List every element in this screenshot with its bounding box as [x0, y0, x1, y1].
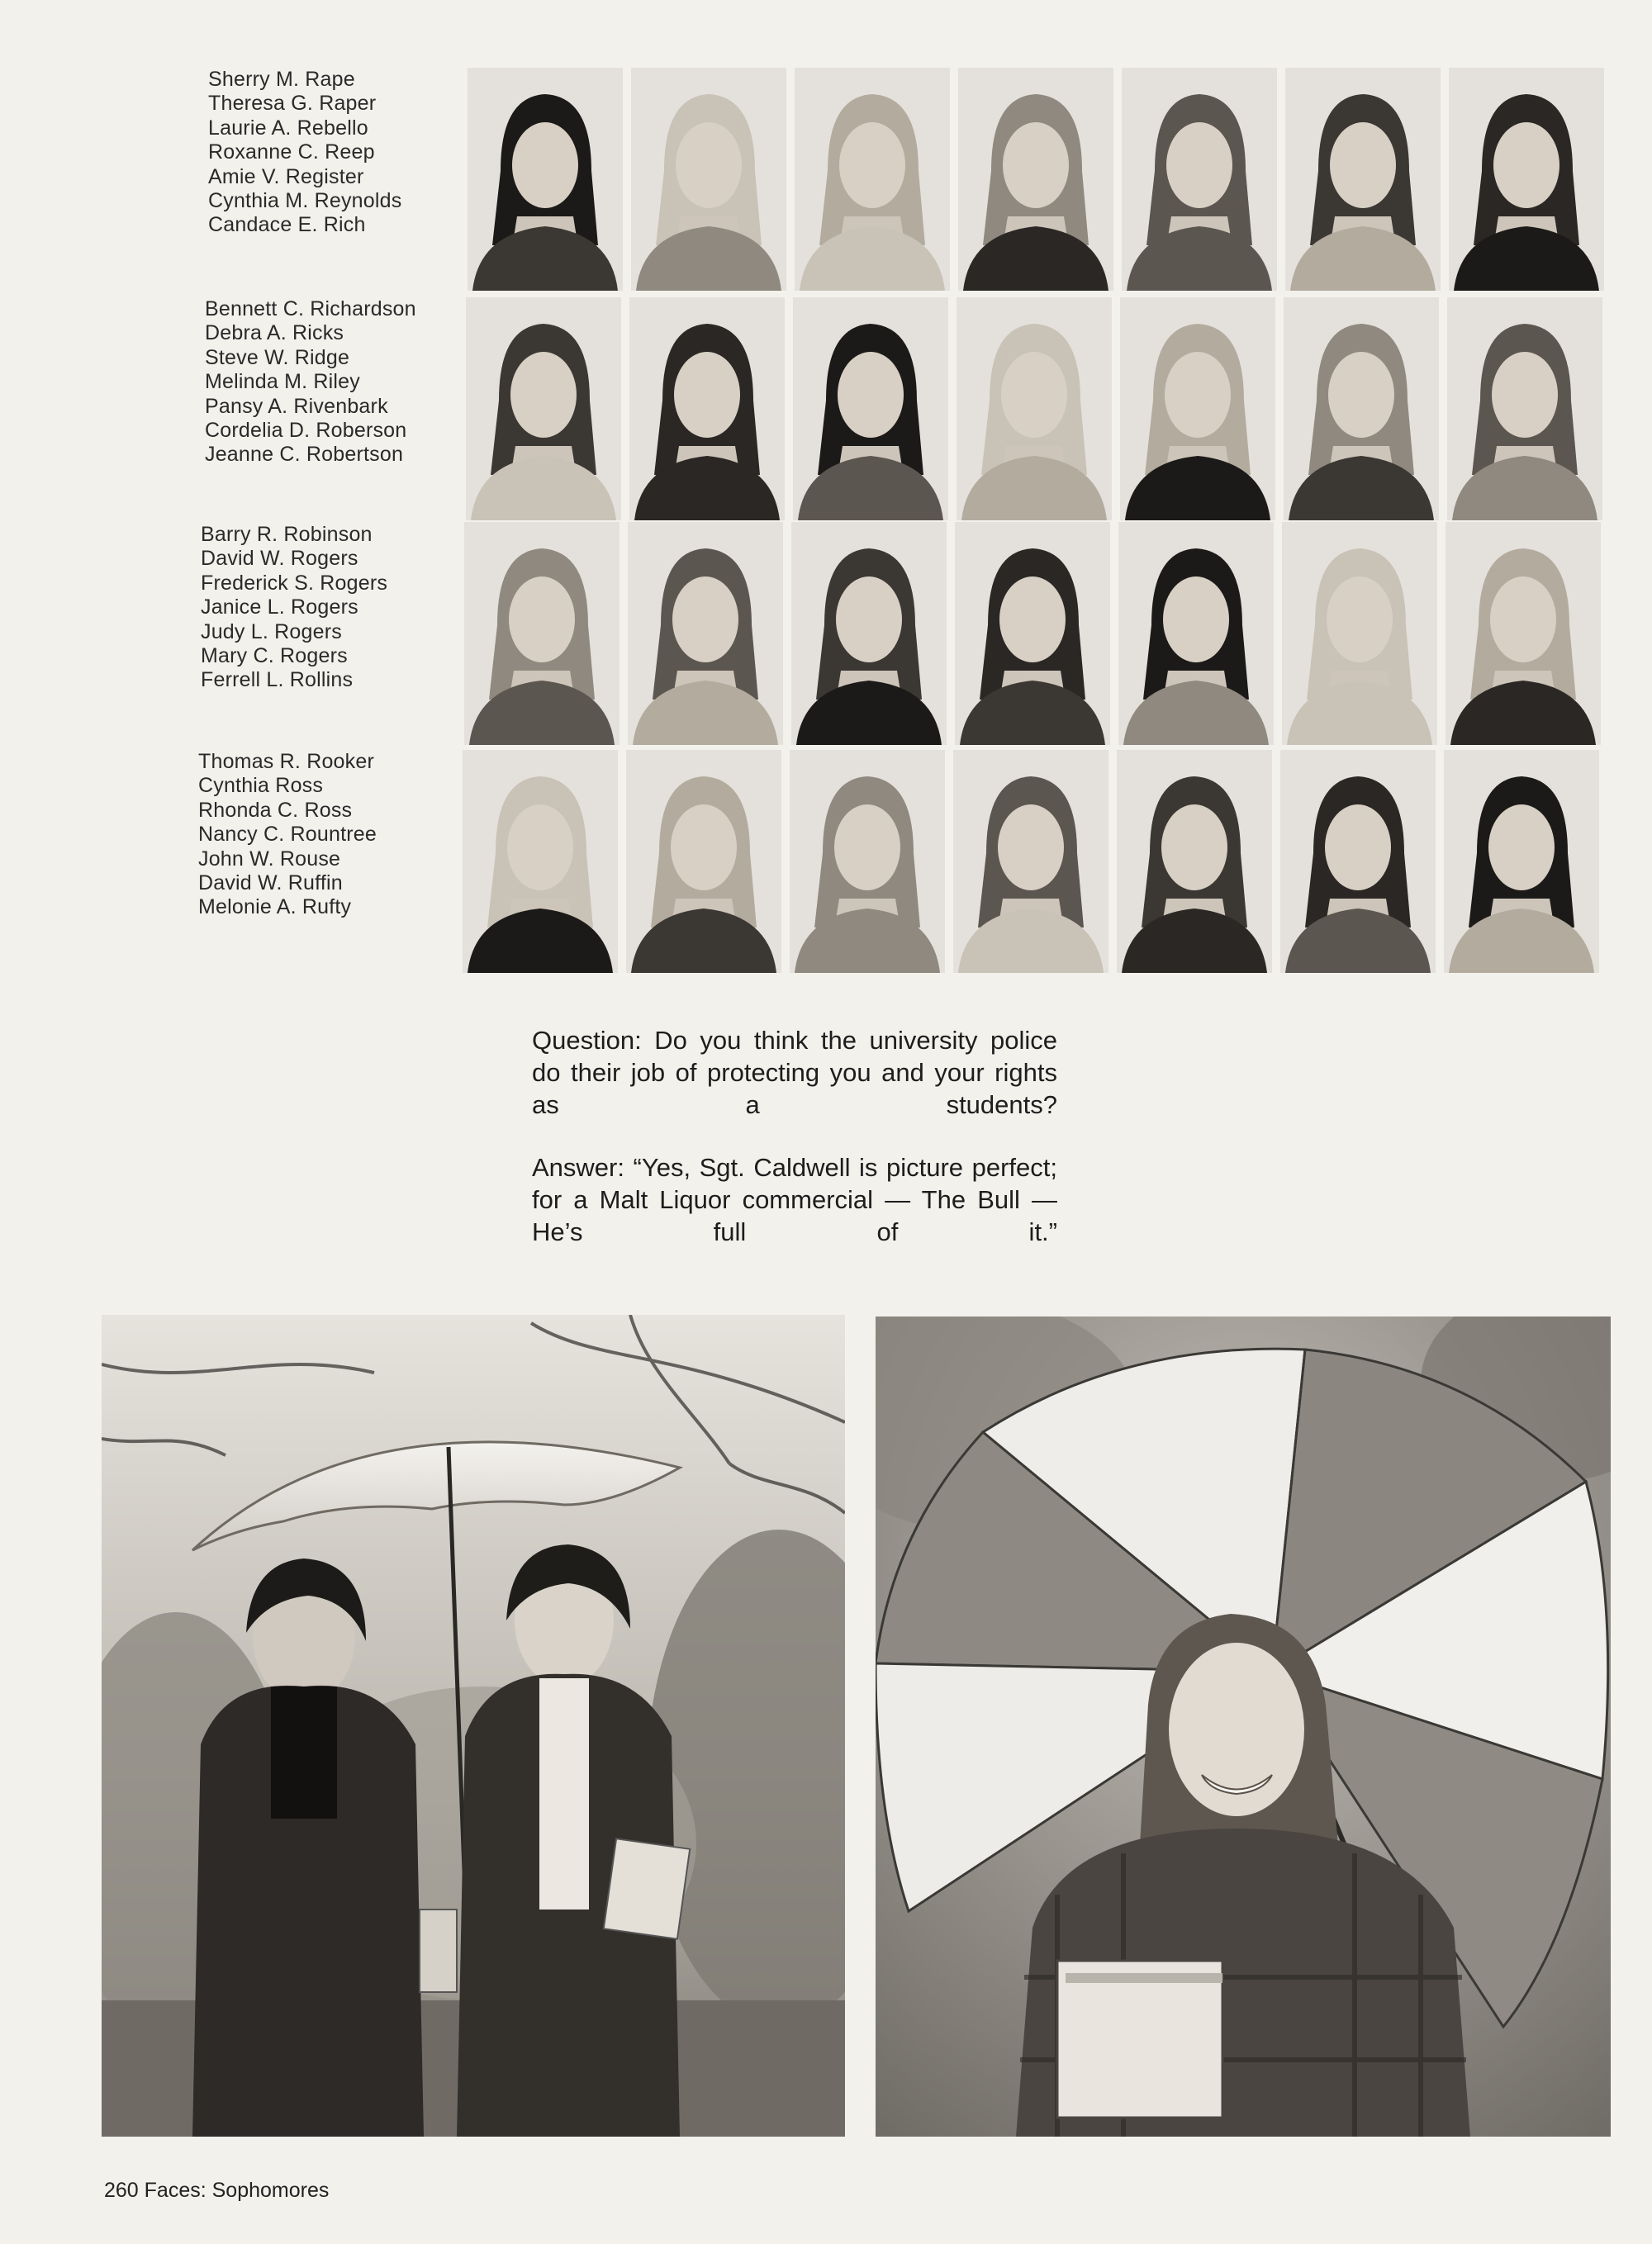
question-text: Question: Do you think the university police do their job of protecting you and your rights as a students?	[532, 1026, 1057, 1119]
photo-woman-with-umbrella	[876, 1317, 1611, 2137]
student-name: Janice L. Rogers	[201, 595, 358, 619]
student-portrait	[957, 297, 1112, 520]
student-portrait	[468, 68, 623, 291]
student-portrait	[629, 297, 785, 520]
name-list-group-1	[208, 68, 401, 238]
student-name: Cynthia M. Reynolds	[208, 189, 402, 213]
student-name: Cordelia D. Roberson	[205, 419, 407, 443]
student-name: Pansy A. Rivenbark	[205, 394, 388, 418]
student-portrait	[1282, 522, 1437, 745]
student-portrait	[958, 68, 1113, 291]
student-portrait	[1284, 297, 1439, 520]
student-portrait	[1444, 750, 1599, 973]
student-name: Thomas R. Rooker	[198, 750, 374, 773]
student-name: Bennett C. Richardson	[205, 297, 416, 320]
student-portrait	[1280, 750, 1436, 973]
student-portrait	[1449, 68, 1604, 291]
student-name: Nancy C. Rountree	[198, 823, 377, 847]
student-portrait	[793, 297, 948, 520]
student-portrait	[790, 750, 945, 973]
student-name: Rhonda C. Ross	[198, 798, 353, 822]
student-name: David W. Ruffin	[198, 871, 343, 895]
student-name: Theresa G. Raper	[208, 92, 377, 116]
student-name: Candace E. Rich	[208, 213, 366, 237]
student-name: Cynthia Ross	[198, 774, 324, 798]
student-name: Amie V. Register	[208, 164, 364, 188]
name-list-group-3	[201, 523, 387, 693]
student-portrait	[1120, 297, 1275, 520]
student-portrait	[463, 750, 618, 973]
student-portrait	[631, 68, 786, 291]
name-list-group-4	[198, 750, 377, 920]
student-portrait	[1117, 750, 1272, 973]
student-portrait	[1285, 68, 1441, 291]
student-portrait	[628, 522, 783, 745]
student-name: Judy L. Rogers	[201, 619, 342, 643]
student-name: Mary C. Rogers	[201, 644, 348, 668]
student-name: Sherry M. Rape	[208, 68, 355, 91]
student-name: Debra A. Ricks	[205, 321, 344, 345]
student-portrait	[953, 750, 1108, 973]
student-portrait	[955, 522, 1110, 745]
page-folio: 260 Faces: Sophomores	[104, 2179, 330, 2202]
answer-text: Answer: “Yes, Sgt. Caldwell is picture perfect; for a Malt Liquor commercial — The Bull — He’s full of it.”	[532, 1153, 1057, 1246]
student-name: John W. Rouse	[198, 847, 341, 871]
student-portrait	[1446, 522, 1601, 745]
student-portrait	[791, 522, 947, 745]
student-portrait	[466, 297, 621, 520]
student-name: Barry R. Robinson	[201, 523, 373, 546]
student-name: Melonie A. Rufty	[198, 895, 352, 919]
student-name: Ferrell L. Rollins	[201, 668, 354, 692]
student-name: Frederick S. Rogers	[201, 571, 388, 595]
student-name: Steve W. Ridge	[205, 345, 350, 369]
name-list-group-2	[205, 297, 416, 467]
student-name: Melinda M. Riley	[205, 370, 360, 394]
student-name: Jeanne C. Robertson	[205, 443, 404, 467]
student-name: Roxanne C. Reep	[208, 140, 375, 164]
student-portrait	[795, 68, 950, 291]
student-portrait	[1122, 68, 1277, 291]
student-name: Laurie A. Rebello	[208, 116, 368, 140]
student-name: David W. Rogers	[201, 547, 358, 571]
student-portrait	[464, 522, 620, 745]
student-portrait	[1118, 522, 1274, 745]
student-portrait	[626, 750, 781, 973]
photo-students-under-umbrella	[102, 1315, 845, 2137]
student-portrait	[1447, 297, 1602, 520]
